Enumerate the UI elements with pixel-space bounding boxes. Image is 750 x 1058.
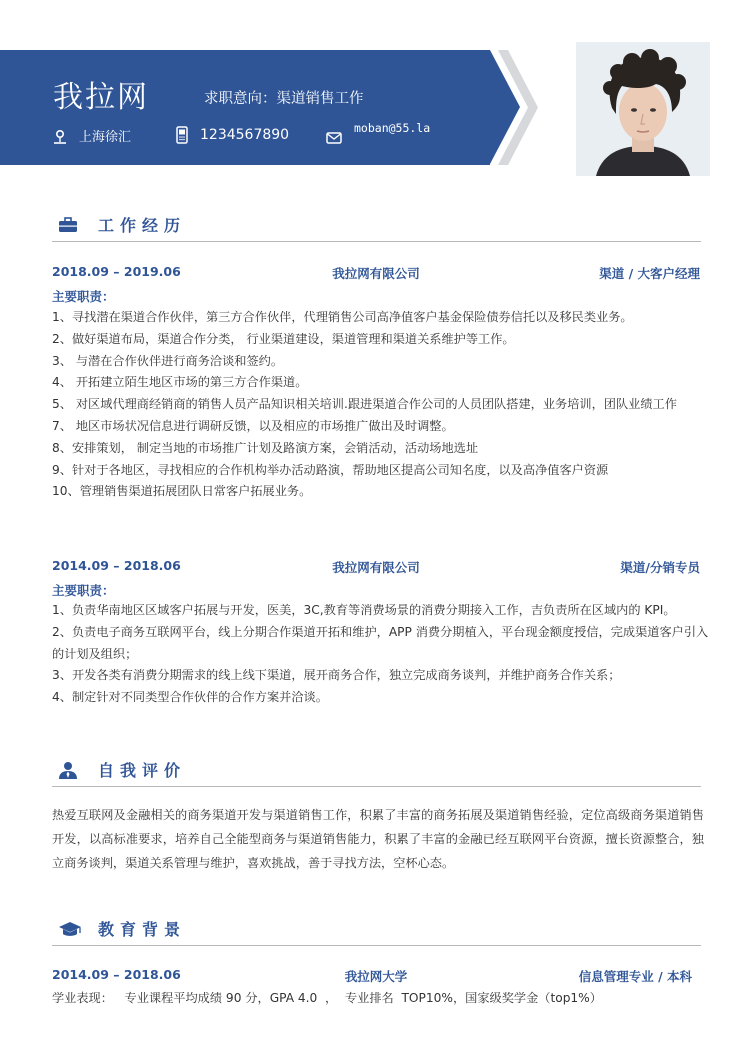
- phone-icon: [176, 126, 188, 144]
- email-text: moban@55.la: [354, 121, 431, 135]
- phone-text: 1234567890: [200, 127, 290, 143]
- email-info: [326, 121, 430, 145]
- work-section-title: 工作经历: [98, 216, 187, 235]
- header-chevron-decoration: [498, 50, 538, 165]
- job-2-company: 我拉网有限公司: [332, 560, 420, 575]
- location-text: 上海徐汇: [79, 130, 132, 145]
- location-info: [53, 126, 131, 145]
- job-1-header: [52, 264, 700, 282]
- edu-section-title: 教育背景: [98, 920, 187, 939]
- edu-school: 我拉网大学: [344, 969, 408, 984]
- profile-photo: [576, 42, 710, 176]
- job-2-duties: [52, 600, 712, 709]
- job-1-role: 渠道 / 大客户经理: [599, 266, 700, 281]
- edu-major: 信息管理专业 / 本科: [578, 969, 692, 984]
- duty-item: 8、安排策划， 制定当地的市场推广计划及路演方案，会销活动，活动场地选址: [52, 440, 479, 455]
- duty-item: 9、针对于各地区，寻找相应的合作机构举办活动路演，帮助地区提高公司知名度，以及高净值客户资源: [52, 462, 609, 477]
- email-icon: [326, 131, 342, 145]
- duty-item: 5、 对区域代理商经销商的销售人员产品知识相关培训.跟进渠道合作公司的人员团队搭建，业务培训，团队业绩工作: [52, 397, 677, 412]
- phone-info: [176, 126, 289, 144]
- self-section-title: 自我评价: [98, 761, 187, 780]
- briefcase-icon: [58, 217, 78, 233]
- job-intent: 求职意向：渠道销售工作: [204, 91, 364, 107]
- job-1-resp-title: 主要职责：: [52, 289, 115, 304]
- self-section-heading: [52, 753, 701, 787]
- duty-item: 4、制定针对不同类型合作伙伴的合作方案并洽谈。: [52, 690, 328, 705]
- graduation-cap-icon: [58, 921, 82, 937]
- work-section-heading: [52, 208, 701, 242]
- duty-item: 4、 开拓建立陌生地区市场的第三方合作渠道。: [52, 375, 308, 390]
- duty-item: 1、寻找潜在渠道合作伙伴，第三方合作伙伴，代理销售公司高净值客户基金保险债券信托以及移民类业务。: [52, 310, 633, 324]
- location-icon: [53, 128, 67, 144]
- edu-header: [52, 967, 700, 985]
- job-2-role: 渠道/分销专员: [620, 560, 700, 575]
- duty-item: 7、 地区市场状况信息进行调研反馈，以及相应的市场推广做出及时调整。: [52, 418, 454, 433]
- job-1-date: 2018.09 – 2019.06: [52, 264, 181, 279]
- self-evaluation-text: 热爱互联网及金融相关的商务渠道开发与渠道销售工作，积累了丰富的商务拓展及渠道销售经验，定位高级商务渠道销售开发，以高标准要求，培养自己全能型商务与渠道销售能力，积累了丰富的金融已经互联网平台资源，擅长资源整合，独立商务谈判，渠道关系管理与维护，喜欢挑战，善于寻找方法，空杯心态。: [52, 808, 704, 870]
- edu-performance: 学业表现： 专业课程平均成绩 90 分，GPA 4.0 ， 专业排名 TOP10%，国家级奖学金（top1%）: [52, 991, 602, 1005]
- job-2-header: [52, 558, 700, 576]
- edu-date: 2014.09 – 2018.06: [52, 967, 181, 982]
- person-icon: [58, 761, 78, 779]
- duty-item: 1、负责华南地区区域客户拓展与开发，医美，3C,教育等消费场景的消费分期接入工作，吉负责所在区域内的 KPI。: [52, 603, 676, 617]
- duty-item: 3、 与潜在合作伙伴进行商务洽谈和签约。: [52, 353, 284, 368]
- job-1-company: 我拉网有限公司: [332, 266, 420, 281]
- candidate-name: 我拉网: [53, 80, 149, 115]
- duty-item: 3、开发各类有消费分期需求的线上线下渠道，展开商务合作，独立完成商务谈判，并维护商务合作关系；: [52, 668, 621, 683]
- duty-item: 2、负责电子商务互联网平台，线上分期合作渠道开拓和维护，APP 消费分期植入，平台现金额度授信，完成渠道客户引入的计划及组织；: [52, 624, 709, 661]
- duty-item: 10、管理销售渠道拓展团队日常客户拓展业务。: [52, 484, 312, 499]
- job-2-resp-title: 主要职责：: [52, 583, 115, 598]
- job-1-duties: [52, 307, 712, 503]
- job-2-date: 2014.09 – 2018.06: [52, 558, 181, 573]
- edu-section-heading: [52, 912, 701, 946]
- duty-item: 2、做好渠道布局，渠道合作分类， 行业渠道建设，渠道管理和渠道关系维护等工作。: [52, 331, 515, 346]
